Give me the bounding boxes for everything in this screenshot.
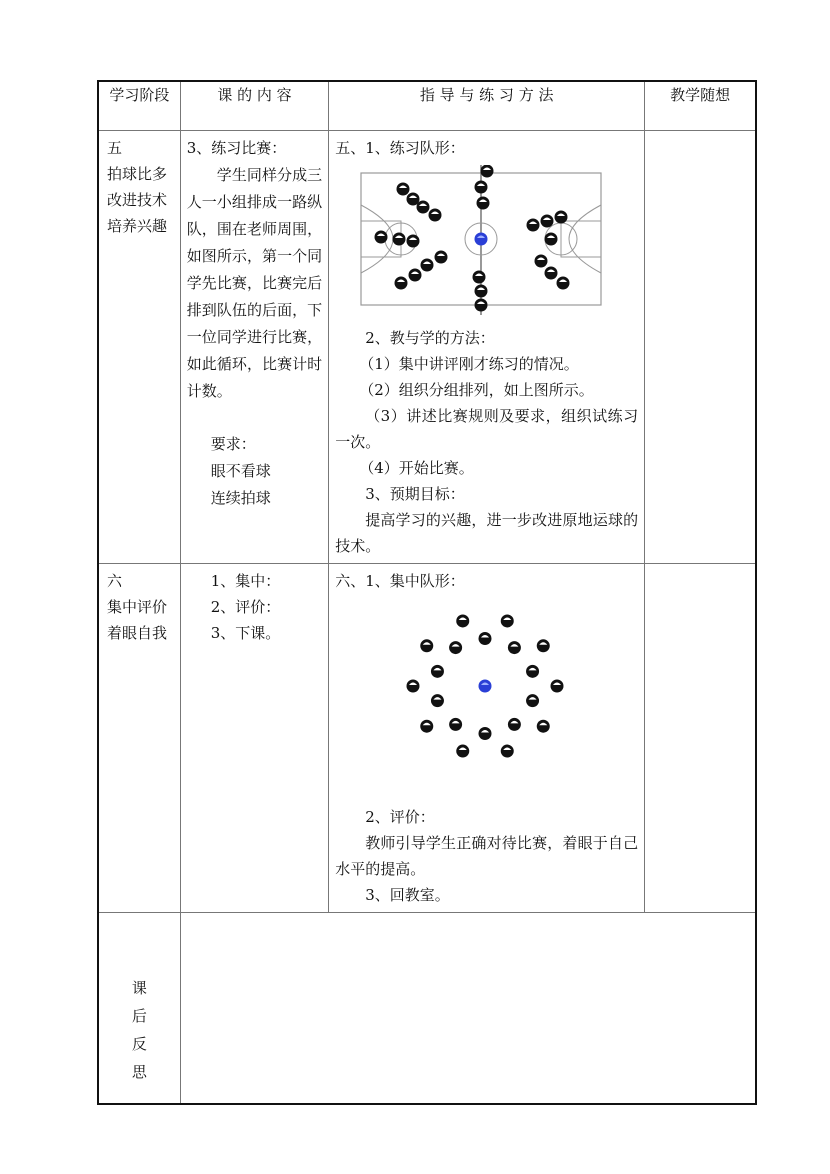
content-title: 3、练习比赛： — [186, 139, 287, 157]
method-line: 2、教与学的方法： — [365, 329, 495, 347]
content-line: 3、下课。 — [210, 624, 281, 642]
student-icon — [431, 694, 444, 707]
stage-line: 着眼自我 — [107, 624, 168, 642]
reflection-char: 思 — [131, 1063, 147, 1081]
method-line: 3、回教室。 — [365, 886, 450, 904]
student-icon — [473, 271, 486, 284]
student-icon — [501, 745, 514, 758]
section-6-content — [180, 564, 328, 913]
stage-line: 五 — [107, 139, 123, 157]
student-icon — [537, 639, 550, 652]
reflection-char: 后 — [131, 1007, 147, 1025]
header-content: 课 的 内 容 — [180, 81, 328, 131]
student-icon — [555, 211, 568, 224]
section-5-content — [180, 131, 328, 564]
student-icon — [397, 183, 410, 196]
requirement-title: 要求： — [210, 435, 256, 453]
student-icon — [375, 231, 388, 244]
stage-line: 六 — [107, 572, 123, 590]
student-icon — [526, 694, 539, 707]
student-icon — [456, 745, 469, 758]
right-three-point-arc — [569, 205, 601, 273]
stage-line: 改进技术 — [107, 191, 168, 209]
student-icon — [395, 277, 408, 290]
student-icon — [420, 720, 433, 733]
student-icon — [421, 259, 434, 272]
student-icon — [527, 219, 540, 232]
content-body: 学生同样分成三人一小组排成一路纵队，围在老师周围，如图所示，第一个同学先比赛，比赛完后排到队伍的后面，下一位同学进行比赛，如此循环，比赛计时计数。 — [186, 166, 323, 400]
reflection-label — [98, 913, 180, 1105]
header-row — [98, 81, 756, 131]
student-icon — [557, 277, 570, 290]
student-icon — [501, 614, 514, 627]
student-icon — [431, 665, 444, 678]
method-line: 2、评价： — [365, 808, 435, 826]
student-icon — [526, 665, 539, 678]
method-line: 教师引导学生正确对待比赛，着眼于自己水平的提高。 — [335, 834, 639, 878]
student-icon — [449, 641, 462, 654]
section-5-method — [329, 131, 645, 564]
student-icon — [508, 718, 521, 731]
stage-line: 集中评价 — [107, 598, 168, 616]
header-reflection: 教学随想 — [645, 81, 756, 131]
basketball-court — [335, 165, 635, 315]
method-line: （2）组织分组排列，如上图所示。 — [359, 381, 594, 399]
student-icon — [508, 641, 521, 654]
student-icon — [417, 201, 430, 214]
student-icon — [393, 233, 406, 246]
reflection-row — [98, 913, 756, 1105]
student-icon — [545, 233, 558, 246]
stage-line: 拍球比多 — [107, 165, 168, 183]
requirement-item: 眼不看球 — [210, 462, 271, 480]
court-formation-diagram — [335, 165, 638, 315]
method-line: （1）集中讲评刚才练习的情况。 — [359, 355, 579, 373]
section-5-stage — [98, 131, 180, 564]
gather-formation-diagram — [335, 600, 638, 800]
student-icon — [409, 269, 422, 282]
student-icon — [541, 215, 554, 228]
student-icon — [407, 235, 420, 248]
method-line: 3、预期目标： — [365, 485, 465, 503]
student-icon — [449, 718, 462, 731]
student-icon — [475, 285, 488, 298]
requirement-item: 连续拍球 — [210, 489, 271, 507]
student-icon — [537, 720, 550, 733]
method-title: 五、1、练习队形： — [335, 139, 465, 157]
student-icon — [475, 181, 488, 194]
student-icon — [435, 251, 448, 264]
reflection-content — [180, 913, 756, 1105]
reflection-char: 反 — [131, 1035, 147, 1053]
student-icon — [456, 614, 469, 627]
header-method: 指 导 与 练 习 方 法 — [329, 81, 645, 131]
stage-line: 培养兴趣 — [107, 217, 168, 235]
section-5-row — [98, 131, 756, 564]
lesson-plan-table — [97, 80, 757, 1105]
right-key — [561, 221, 601, 257]
section-5-reflection — [645, 131, 756, 564]
student-icon — [535, 255, 548, 268]
student-icon — [479, 727, 492, 740]
reflection-char: 课 — [131, 979, 147, 997]
student-icon — [479, 632, 492, 645]
student-icon — [545, 267, 558, 280]
student-icon — [551, 680, 564, 693]
student-icon — [481, 165, 494, 178]
teacher-icon — [479, 680, 492, 693]
content-line: 1、集中： — [210, 572, 281, 590]
student-icon — [420, 639, 433, 652]
header-stage: 学习阶段 — [98, 81, 180, 131]
method-line: （4）开始比赛。 — [359, 459, 474, 477]
section-6-reflection — [645, 564, 756, 913]
gather-circle — [335, 600, 635, 800]
method-line: （3）讲述比赛规则及要求，组织试练习一次。 — [335, 407, 639, 451]
method-line: 提高学习的兴趣，进一步改进原地运球的技术。 — [335, 511, 639, 555]
student-icon — [407, 680, 420, 693]
section-6-method — [329, 564, 645, 913]
student-icon — [429, 209, 442, 222]
teacher-icon — [475, 233, 488, 246]
student-icon — [477, 197, 490, 210]
content-line: 2、评价： — [210, 598, 281, 616]
student-icon — [475, 299, 488, 312]
section-6-row — [98, 564, 756, 913]
method-title: 六、1、集中队形： — [335, 572, 465, 590]
section-6-stage — [98, 564, 180, 913]
